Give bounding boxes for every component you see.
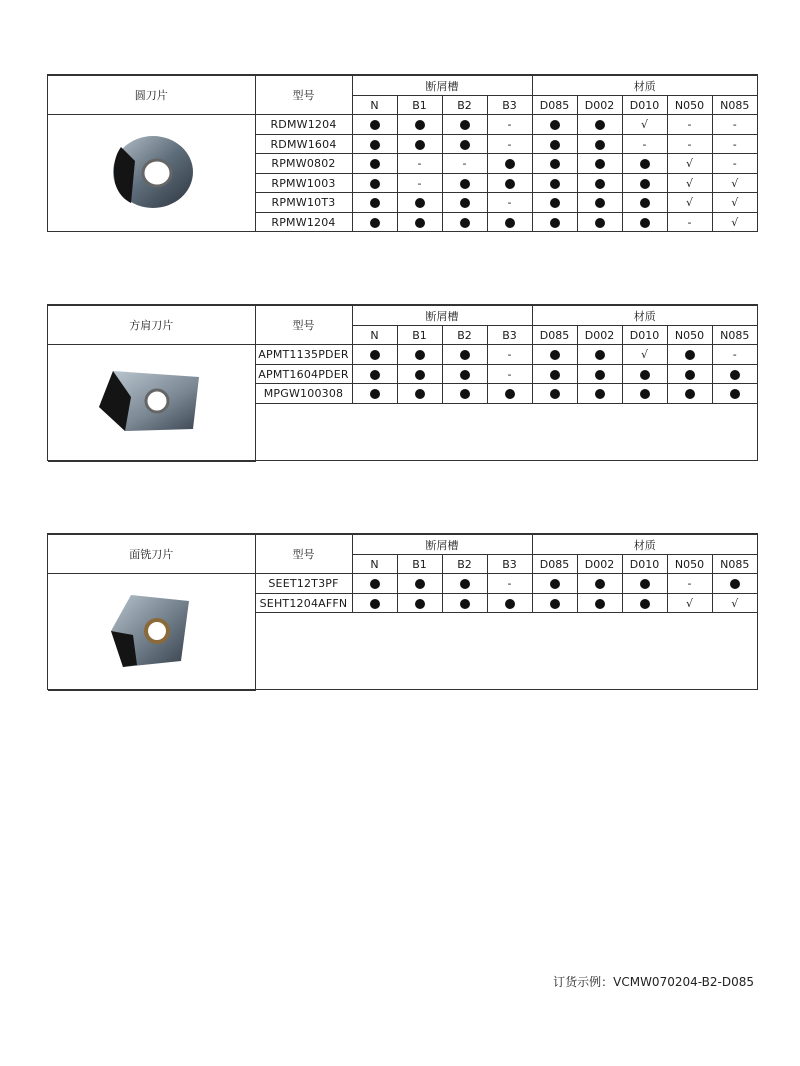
available-dot: [397, 384, 442, 404]
available-dot: [442, 213, 487, 232]
available-dot: [622, 193, 667, 213]
dash: -: [487, 345, 532, 365]
available-dot: [352, 365, 397, 384]
column-header: B3: [487, 326, 532, 345]
square-shoulder-insert-icon: [48, 345, 255, 462]
column-header: D002: [577, 555, 622, 574]
column-header: B1: [397, 96, 442, 115]
column-header: N050: [667, 96, 712, 115]
column-header: B3: [487, 555, 532, 574]
material-group: 材质: [532, 306, 757, 326]
column-header: N085: [712, 96, 757, 115]
column-header: N: [352, 326, 397, 345]
column-header: D085: [532, 326, 577, 345]
available-dot: [622, 154, 667, 174]
chip-breaker-group: 断屑槽: [352, 535, 532, 555]
available-dot: [352, 135, 397, 154]
available-dot: [577, 345, 622, 365]
check-mark: √: [712, 174, 757, 193]
available-dot: [577, 135, 622, 154]
available-dot: [487, 213, 532, 232]
check-mark: √: [667, 174, 712, 193]
column-header: N050: [667, 555, 712, 574]
available-dot: [352, 574, 397, 594]
available-dot: [712, 574, 757, 594]
material-group: 材质: [532, 535, 757, 555]
dash: -: [712, 115, 757, 135]
available-dot: [532, 135, 577, 154]
available-dot: [532, 594, 577, 613]
column-header: B1: [397, 555, 442, 574]
column-header: N050: [667, 326, 712, 345]
model-code: SEHT1204AFFN: [255, 594, 352, 613]
available-dot: [532, 154, 577, 174]
available-dot: [577, 174, 622, 193]
available-dot: [622, 365, 667, 384]
dash: -: [667, 213, 712, 232]
model-code: APMT1604PDER: [255, 365, 352, 384]
available-dot: [397, 115, 442, 135]
available-dot: [442, 174, 487, 193]
available-dot: [442, 135, 487, 154]
model-header: 型号: [255, 76, 352, 115]
available-dot: [532, 345, 577, 365]
column-header: B2: [442, 96, 487, 115]
model-code: RPMW1003: [255, 174, 352, 193]
available-dot: [532, 365, 577, 384]
dash: -: [442, 154, 487, 174]
available-dot: [442, 365, 487, 384]
spec-table: [48, 75, 757, 232]
available-dot: [352, 174, 397, 193]
model-code: RDMW1204: [255, 115, 352, 135]
column-header: D085: [532, 96, 577, 115]
available-dot: [442, 574, 487, 594]
available-dot: [352, 345, 397, 365]
square-shoulder-insert-table: [47, 304, 758, 461]
face-milling-insert-table: [47, 533, 758, 690]
check-mark: √: [712, 213, 757, 232]
dash: -: [712, 345, 757, 365]
model-code: RDMW1604: [255, 135, 352, 154]
available-dot: [577, 213, 622, 232]
available-dot: [397, 594, 442, 613]
column-header: D085: [532, 555, 577, 574]
chip-breaker-group: 断屑槽: [352, 306, 532, 326]
dash: -: [397, 174, 442, 193]
face-milling-insert-icon: [48, 574, 255, 691]
check-mark: √: [712, 193, 757, 213]
column-header: D010: [622, 326, 667, 345]
column-header: D010: [622, 96, 667, 115]
available-dot: [352, 594, 397, 613]
available-dot: [577, 574, 622, 594]
round-insert-table: [47, 74, 758, 232]
available-dot: [442, 384, 487, 404]
empty-area: [255, 404, 757, 462]
table-row: [48, 574, 757, 594]
available-dot: [442, 115, 487, 135]
available-dot: [622, 384, 667, 404]
available-dot: [712, 384, 757, 404]
check-mark: √: [622, 345, 667, 365]
check-mark: √: [712, 594, 757, 613]
column-header: N: [352, 555, 397, 574]
model-code: MPGW100308: [255, 384, 352, 404]
model-code: RPMW10T3: [255, 193, 352, 213]
available-dot: [577, 193, 622, 213]
available-dot: [397, 345, 442, 365]
model-header: 型号: [255, 306, 352, 345]
available-dot: [442, 594, 487, 613]
category-label: 方肩刀片: [48, 306, 255, 345]
column-header: B3: [487, 96, 532, 115]
empty-area: [255, 613, 757, 691]
available-dot: [487, 594, 532, 613]
available-dot: [532, 384, 577, 404]
dash: -: [487, 574, 532, 594]
available-dot: [532, 193, 577, 213]
available-dot: [532, 213, 577, 232]
available-dot: [532, 574, 577, 594]
available-dot: [532, 115, 577, 135]
available-dot: [622, 574, 667, 594]
available-dot: [577, 594, 622, 613]
available-dot: [397, 574, 442, 594]
available-dot: [352, 384, 397, 404]
available-dot: [397, 213, 442, 232]
available-dot: [667, 345, 712, 365]
dash: -: [487, 115, 532, 135]
spec-table: [48, 305, 757, 462]
dash: -: [397, 154, 442, 174]
available-dot: [667, 365, 712, 384]
available-dot: [577, 365, 622, 384]
check-mark: √: [667, 594, 712, 613]
column-header: D002: [577, 96, 622, 115]
available-dot: [487, 174, 532, 193]
model-code: RPMW0802: [255, 154, 352, 174]
available-dot: [397, 135, 442, 154]
column-header: N085: [712, 326, 757, 345]
available-dot: [397, 365, 442, 384]
dash: -: [487, 193, 532, 213]
column-header: D002: [577, 326, 622, 345]
column-header: B2: [442, 555, 487, 574]
available-dot: [442, 345, 487, 365]
check-mark: √: [622, 115, 667, 135]
available-dot: [622, 174, 667, 193]
dash: -: [667, 135, 712, 154]
available-dot: [667, 384, 712, 404]
available-dot: [352, 115, 397, 135]
column-header: N085: [712, 555, 757, 574]
available-dot: [712, 365, 757, 384]
order-example: 订货示例：VCMW070204-B2-D085: [553, 975, 754, 989]
material-group: 材质: [532, 76, 757, 96]
dash: -: [667, 115, 712, 135]
available-dot: [487, 384, 532, 404]
dash: -: [712, 135, 757, 154]
chip-breaker-group: 断屑槽: [352, 76, 532, 96]
spec-table: [48, 534, 757, 691]
available-dot: [442, 193, 487, 213]
dash: -: [487, 135, 532, 154]
available-dot: [622, 213, 667, 232]
table-row: [48, 115, 757, 135]
available-dot: [352, 193, 397, 213]
check-mark: √: [667, 193, 712, 213]
available-dot: [352, 154, 397, 174]
available-dot: [577, 384, 622, 404]
category-label: 面铣刀片: [48, 535, 255, 574]
category-label: 圆刀片: [48, 76, 255, 115]
column-header: B2: [442, 326, 487, 345]
available-dot: [397, 193, 442, 213]
available-dot: [622, 594, 667, 613]
available-dot: [532, 174, 577, 193]
column-header: N: [352, 96, 397, 115]
column-header: B1: [397, 326, 442, 345]
dash: -: [712, 154, 757, 174]
available-dot: [577, 154, 622, 174]
model-code: RPMW1204: [255, 213, 352, 232]
model-header: 型号: [255, 535, 352, 574]
dash: -: [667, 574, 712, 594]
table-row: [48, 345, 757, 365]
dash: -: [622, 135, 667, 154]
model-code: APMT1135PDER: [255, 345, 352, 365]
check-mark: √: [667, 154, 712, 174]
available-dot: [352, 213, 397, 232]
model-code: SEET12T3PF: [255, 574, 352, 594]
available-dot: [487, 154, 532, 174]
available-dot: [577, 115, 622, 135]
column-header: D010: [622, 555, 667, 574]
round-insert-icon: [48, 115, 255, 232]
dash: -: [487, 365, 532, 384]
